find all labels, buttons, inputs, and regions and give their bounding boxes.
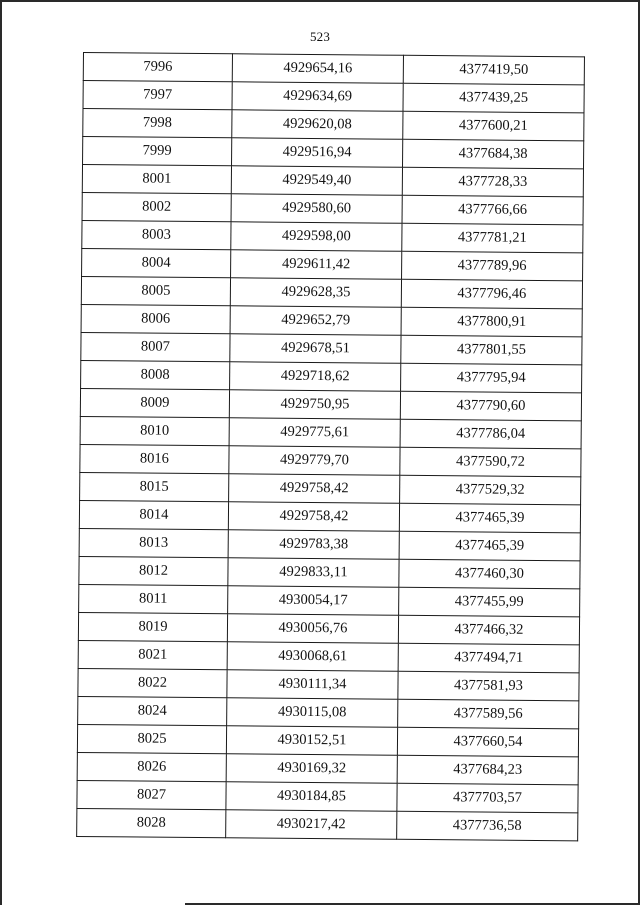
point-number-cell: 8007 bbox=[81, 332, 230, 361]
table-row bbox=[80, 416, 581, 448]
point-number-cell: 8003 bbox=[82, 220, 231, 249]
x-coordinate-cell: 4929620,08 bbox=[232, 110, 403, 139]
point-number-cell: 8024 bbox=[78, 696, 227, 725]
coordinates-table-wrapper bbox=[76, 52, 593, 841]
y-coordinate-cell: 4377781,21 bbox=[402, 223, 583, 253]
point-number-cell: 8011 bbox=[79, 584, 228, 613]
point-number-cell: 8005 bbox=[81, 276, 230, 305]
y-coordinate-cell: 4377494,71 bbox=[398, 643, 579, 673]
point-number-cell: 8027 bbox=[77, 780, 226, 809]
point-number-cell: 8022 bbox=[78, 668, 227, 697]
y-coordinate-cell: 4377529,32 bbox=[400, 475, 581, 505]
point-number-cell: 8012 bbox=[79, 556, 228, 585]
coordinates-table bbox=[76, 52, 585, 841]
y-coordinate-cell: 4377766,66 bbox=[402, 195, 583, 225]
y-coordinate-cell: 4377736,58 bbox=[397, 811, 578, 841]
point-number-cell: 8028 bbox=[77, 808, 226, 837]
scan-border-top bbox=[0, 0, 640, 2]
table-row bbox=[78, 696, 579, 728]
table-row bbox=[79, 528, 580, 560]
point-number-cell: 8002 bbox=[82, 192, 231, 221]
y-coordinate-cell: 4377801,55 bbox=[401, 335, 582, 365]
y-coordinate-cell: 4377439,25 bbox=[403, 83, 584, 113]
point-number-cell: 8016 bbox=[80, 444, 229, 473]
table-row bbox=[78, 668, 579, 700]
x-coordinate-cell: 4929580,60 bbox=[231, 194, 402, 223]
point-number-cell: 8021 bbox=[78, 640, 227, 669]
x-coordinate-cell: 4929611,42 bbox=[231, 250, 402, 279]
point-number-cell: 7997 bbox=[83, 81, 232, 110]
y-coordinate-cell: 4377465,39 bbox=[399, 531, 580, 561]
y-coordinate-cell: 4377800,91 bbox=[401, 307, 582, 337]
table-row bbox=[83, 109, 584, 141]
y-coordinate-cell: 4377786,04 bbox=[400, 419, 581, 449]
x-coordinate-cell: 4929549,40 bbox=[231, 166, 402, 195]
scan-border-left bbox=[0, 0, 2, 905]
table-row bbox=[78, 640, 579, 672]
x-coordinate-cell: 4930169,32 bbox=[226, 754, 397, 783]
point-number-cell: 8008 bbox=[81, 360, 230, 389]
y-coordinate-cell: 4377703,57 bbox=[397, 783, 578, 813]
point-number-cell: 8004 bbox=[82, 248, 231, 277]
point-number-cell: 8006 bbox=[81, 304, 230, 333]
point-number-cell: 8026 bbox=[77, 752, 226, 781]
page-number: 523 bbox=[309, 29, 331, 44]
y-coordinate-cell: 4377460,30 bbox=[399, 559, 580, 589]
y-coordinate-cell: 4377590,72 bbox=[400, 447, 581, 477]
x-coordinate-cell: 4929598,00 bbox=[231, 222, 402, 251]
table-row bbox=[77, 752, 578, 784]
point-number-cell: 8019 bbox=[78, 612, 227, 641]
x-coordinate-cell: 4930217,42 bbox=[226, 810, 397, 839]
point-number-cell: 8014 bbox=[79, 500, 228, 529]
table-row bbox=[82, 220, 583, 252]
x-coordinate-cell: 4929758,42 bbox=[229, 474, 400, 503]
y-coordinate-cell: 4377581,93 bbox=[398, 671, 579, 701]
x-coordinate-cell: 4929758,42 bbox=[228, 502, 399, 531]
point-number-cell: 8025 bbox=[77, 724, 226, 753]
table-row bbox=[79, 584, 580, 616]
table-row bbox=[82, 165, 583, 197]
y-coordinate-cell: 4377465,39 bbox=[399, 503, 580, 533]
x-coordinate-cell: 4930115,08 bbox=[227, 698, 398, 727]
x-coordinate-cell: 4929783,38 bbox=[228, 530, 399, 559]
table-row bbox=[80, 472, 581, 504]
y-coordinate-cell: 4377684,38 bbox=[403, 139, 584, 169]
y-coordinate-cell: 4377660,54 bbox=[397, 727, 578, 757]
y-coordinate-cell: 4377789,96 bbox=[402, 251, 583, 281]
x-coordinate-cell: 4930068,61 bbox=[227, 642, 398, 671]
x-coordinate-cell: 4929628,35 bbox=[230, 278, 401, 307]
y-coordinate-cell: 4377795,94 bbox=[401, 363, 582, 393]
x-coordinate-cell: 4929678,51 bbox=[230, 334, 401, 363]
x-coordinate-cell: 4929775,61 bbox=[229, 418, 400, 447]
y-coordinate-cell: 4377419,50 bbox=[403, 55, 584, 85]
point-number-cell: 8010 bbox=[80, 416, 229, 445]
x-coordinate-cell: 4929833,11 bbox=[228, 558, 399, 587]
table-row bbox=[77, 724, 578, 756]
y-coordinate-cell: 4377796,46 bbox=[401, 279, 582, 309]
point-number-cell: 7998 bbox=[83, 109, 232, 138]
table-row bbox=[80, 444, 581, 476]
x-coordinate-cell: 4929634,69 bbox=[232, 82, 403, 111]
x-coordinate-cell: 4930054,17 bbox=[228, 586, 399, 615]
table-row bbox=[78, 612, 579, 644]
point-number-cell: 8001 bbox=[82, 165, 231, 194]
y-coordinate-cell: 4377455,99 bbox=[399, 587, 580, 617]
table-row bbox=[81, 304, 582, 336]
y-coordinate-cell: 4377600,21 bbox=[403, 111, 584, 141]
table-row bbox=[82, 192, 583, 224]
table-row bbox=[79, 500, 580, 532]
y-coordinate-cell: 4377728,33 bbox=[402, 167, 583, 197]
table-row bbox=[82, 248, 583, 280]
table-row bbox=[81, 360, 582, 392]
table-row bbox=[77, 808, 578, 840]
table-row bbox=[81, 332, 582, 364]
point-number-cell: 7996 bbox=[83, 53, 232, 82]
x-coordinate-cell: 4930184,85 bbox=[226, 782, 397, 811]
x-coordinate-cell: 4930152,51 bbox=[226, 726, 397, 755]
y-coordinate-cell: 4377790,60 bbox=[400, 391, 581, 421]
y-coordinate-cell: 4377684,23 bbox=[397, 755, 578, 785]
x-coordinate-cell: 4929516,94 bbox=[232, 138, 403, 167]
table-row bbox=[79, 556, 580, 588]
x-coordinate-cell: 4929654,16 bbox=[232, 54, 403, 83]
coordinates-table-body bbox=[77, 53, 585, 841]
table-row bbox=[81, 276, 582, 308]
table-row bbox=[77, 780, 578, 812]
x-coordinate-cell: 4929750,95 bbox=[229, 390, 400, 419]
table-row bbox=[83, 53, 584, 85]
x-coordinate-cell: 4929718,62 bbox=[230, 362, 401, 391]
y-coordinate-cell: 4377466,32 bbox=[398, 615, 579, 645]
x-coordinate-cell: 4930056,76 bbox=[227, 614, 398, 643]
point-number-cell: 8015 bbox=[80, 472, 229, 501]
x-coordinate-cell: 4930111,34 bbox=[227, 670, 398, 699]
x-coordinate-cell: 4929652,79 bbox=[230, 306, 401, 335]
table-row bbox=[83, 81, 584, 113]
point-number-cell: 8013 bbox=[79, 528, 228, 557]
point-number-cell: 7999 bbox=[83, 137, 232, 166]
x-coordinate-cell: 4929779,70 bbox=[229, 446, 400, 475]
table-row bbox=[80, 388, 581, 420]
point-number-cell: 8009 bbox=[80, 388, 229, 417]
table-row bbox=[83, 137, 584, 169]
y-coordinate-cell: 4377589,56 bbox=[398, 699, 579, 729]
